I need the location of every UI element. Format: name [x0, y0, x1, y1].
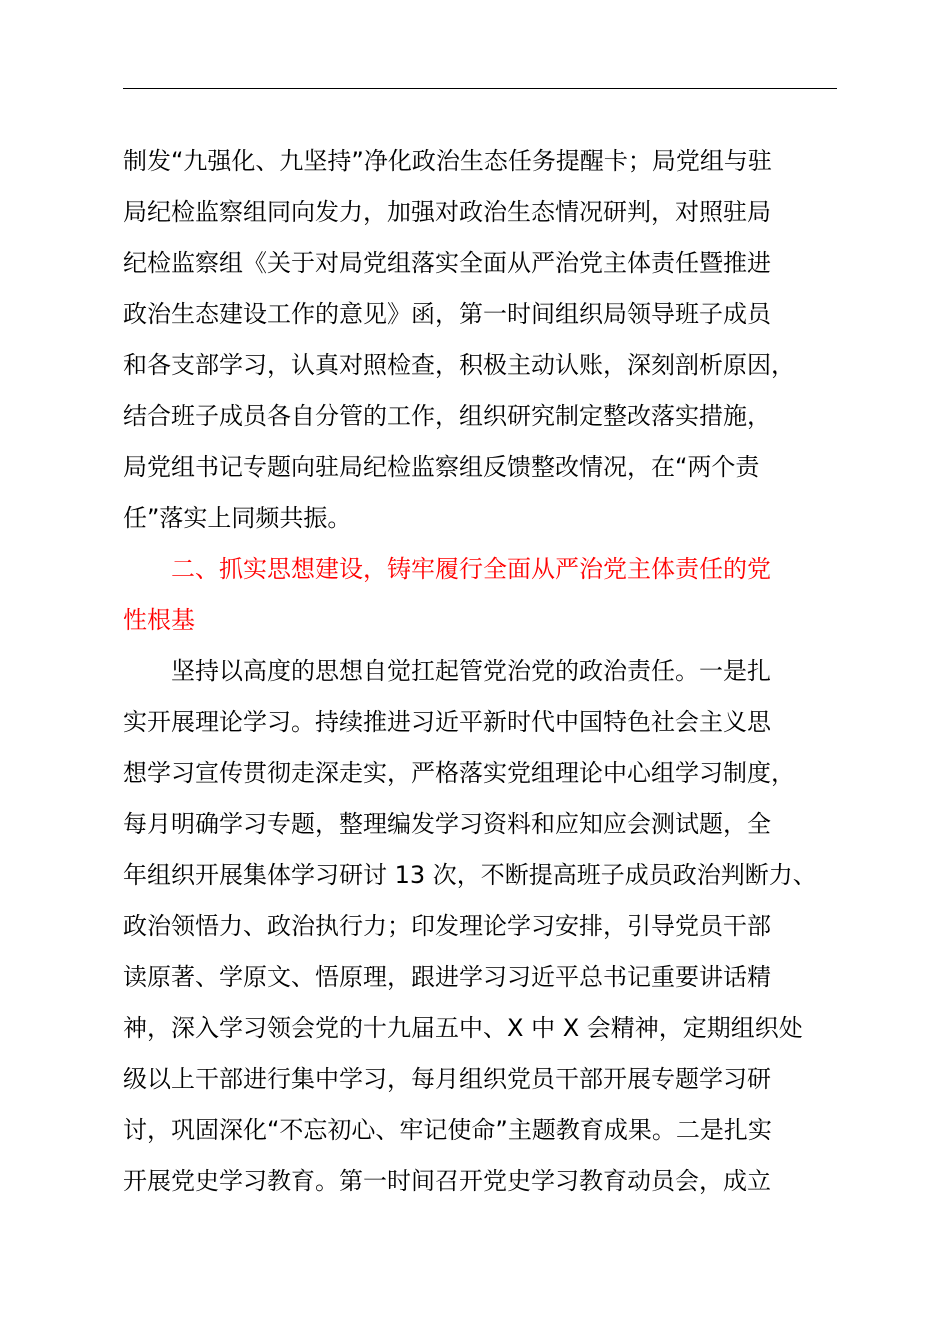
- paragraph-1-line: 纪检监察组《关于对局党组落实全面从严治党主体责任暨推进: [123, 249, 771, 277]
- section-heading-line: 性根基: [123, 606, 195, 634]
- paragraph-2-line: 年组织开展集体学习研讨 13 次，不断提高班子成员政治判断力、: [123, 861, 817, 889]
- document-body: [123, 136, 837, 1207]
- paragraph-1-line: 和各支部学习，认真对照检查，积极主动认账，深刻剖析原因，: [123, 351, 795, 379]
- paragraph-2-line: 级以上干部进行集中学习，每月组织党员干部开展专题学习研: [123, 1065, 771, 1093]
- paragraph-2: [123, 646, 837, 1207]
- paragraph-1-line: 结合班子成员各自分管的工作，组织研究制定整改落实措施，: [123, 402, 771, 430]
- section-heading-line: 二、抓实思想建设，铸牢履行全面从严治党主体责任的党: [171, 555, 771, 583]
- paragraph-1-line: 局纪检监察组同向发力，加强对政治生态情况研判，对照驻局: [123, 198, 771, 226]
- paragraph-1: [123, 136, 837, 544]
- paragraph-2-line: 政治领悟力、政治执行力；印发理论学习安排，引导党员干部: [123, 912, 771, 940]
- paragraph-2-line: 开展党史学习教育。第一时间召开党史学习教育动员会，成立: [123, 1167, 771, 1195]
- paragraph-1-line: 任”落实上同频共振。: [123, 504, 352, 532]
- paragraph-1-line: 制发“九强化、九坚持”净化政治生态任务提醒卡；局党组与驻: [123, 147, 772, 175]
- paragraph-2-line: 想学习宣传贯彻走深走实，严格落实党组理论中心组学习制度，: [123, 759, 795, 787]
- paragraph-2-line: 每月明确学习专题，整理编发学习资料和应知应会测试题，全: [123, 810, 771, 838]
- header-rule: [123, 88, 837, 89]
- paragraph-2-line: 讨，巩固深化“不忘初心、牢记使命”主题教育成果。二是扎实: [123, 1116, 772, 1144]
- paragraph-2-line: 读原著、学原文、悟原理，跟进学习习近平总书记重要讲话精: [123, 963, 771, 991]
- paragraph-2-line: 实开展理论学习。持续推进习近平新时代中国特色社会主义思: [123, 708, 771, 736]
- paragraph-2-line: 坚持以高度的思想自觉扛起管党治党的政治责任。一是扎: [171, 657, 771, 685]
- paragraph-2-line: 神，深入学习领会党的十九届五中、X 中 X 会精神，定期组织处: [123, 1014, 803, 1042]
- paragraph-1-line: 政治生态建设工作的意见》函，第一时间组织局领导班子成员: [123, 300, 771, 328]
- paragraph-1-line: 局党组书记专题向驻局纪检监察组反馈整改情况，在“两个责: [123, 453, 760, 481]
- section-heading-2: [123, 544, 837, 646]
